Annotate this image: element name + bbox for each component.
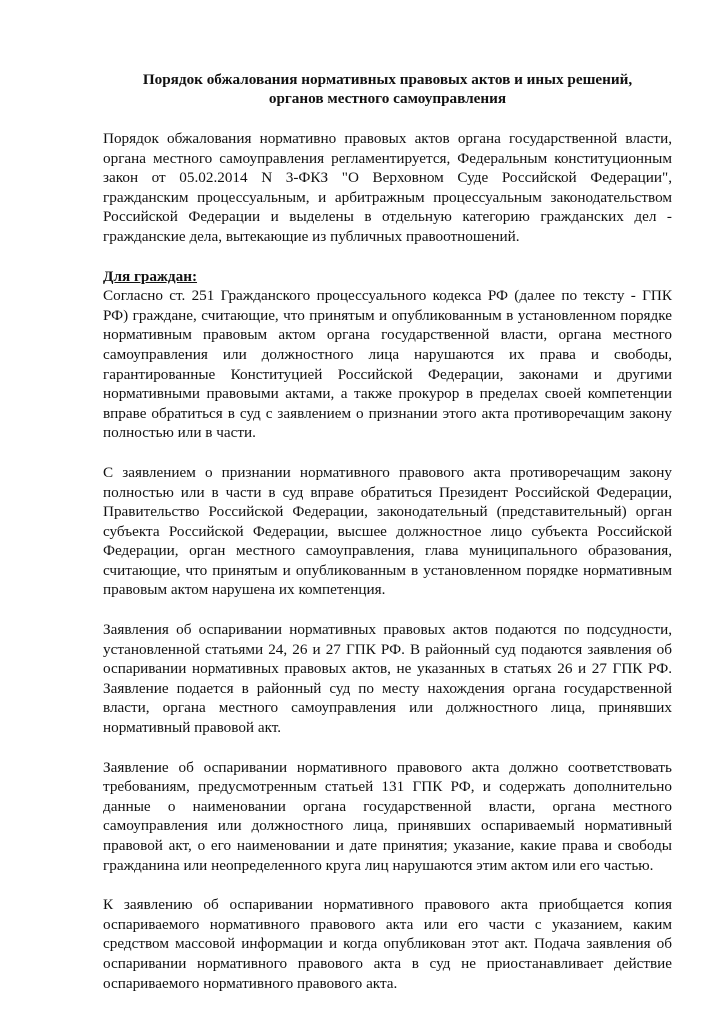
paragraph-article-251: Согласно ст. 251 Гражданского процессуального кодекса РФ (далее по тексту - ГПК РФ) граждане, считающие, что принятым и опубликованным в установленном порядке нормативным правовым актом органа государственной власти, органа местного самоуправления или должностного лица нарушаются их права и свободы, гарантированные Конституцией Российской Федерации, законами и другими нормативными правовыми актами, а также прокурор в пределах своей компетенции вправе обратиться в суд с заявлением о признании этого акта противоречащим закону полностью или в части. <box>103 287 672 442</box>
paragraph-authorities: С заявлением о признании нормативного правового акта противоречащим закону полностью или в части в суд вправе обратиться Президент Российской Федерации, Правительство Российской Федерации, законодательный (представительный) орган субъекта Российской Федерации, высшее должностное лицо субъекта Российской Федерации, орган местного самоуправления, глава муниципального образования, считающие, что принятым и опубликованным в установленном порядке нормативным правовым актом нарушена их компетенция. <box>103 463 672 599</box>
paragraph-jurisdiction: Заявления об оспаривании нормативных правовых актов подаются по подсудности, установленной статьями 24, 26 и 27 ГПК РФ. В районный суд подаются заявления об оспаривании нормативных правовых актов, не указанных в статьях 26 и 27 ГПК РФ. Заявление подается в районный суд по месту нахождения органа государственной власти, органа местного самоуправления или должностного лица, принявших нормативный правовой акт. <box>103 621 672 737</box>
paragraph-requirements: Заявление об оспаривании нормативного правового акта должно соответствовать требованиям, предусмотренным статьей 131 ГПК РФ, и содержать дополнительно данные о наименовании органа государственной власти, органа местного самоуправления или должностного лица, принявших оспариваемый нормативный правовой акт, о его наименовании и дате принятия; указание, какие права и свободы гражданина или неопределенного круга лиц нарушаются этим актом или его частью. <box>103 758 672 874</box>
paragraph-attachments: К заявлению об оспаривании нормативного правового акта приобщается копия оспариваемого нормативного правового акта или его части с указанием, каким средством массовой информации и когда опубликован этот акт. Подача заявления об оспаривании нормативного правового акта в суд не приостанавливает действие оспариваемого нормативного правового акта. <box>103 896 672 992</box>
document-page <box>103 70 672 1013</box>
intro-paragraph: Порядок обжалования нормативно правовых актов органа государственной власти, органа местного самоуправления регламентируется, Федеральным конституционным закон от 05.02.2014 N 3-ФКЗ "О Верховном Суде Российской Федерации", гражданским процессуальным, и арбитражным процессуальным законодательством Российской Федерации и выделены в отдельную категорию гражданских дел - гражданские дела, вытекающие из публичных правоотношений. <box>103 130 672 245</box>
title-line-2: органов местного самоуправления <box>268 90 507 107</box>
document-title <box>103 70 672 108</box>
citizens-heading: Для граждан: <box>103 267 198 285</box>
citizens-section <box>103 267 672 443</box>
title-line-1: Порядок обжалования нормативных правовых актов и иных решений, <box>142 71 633 88</box>
